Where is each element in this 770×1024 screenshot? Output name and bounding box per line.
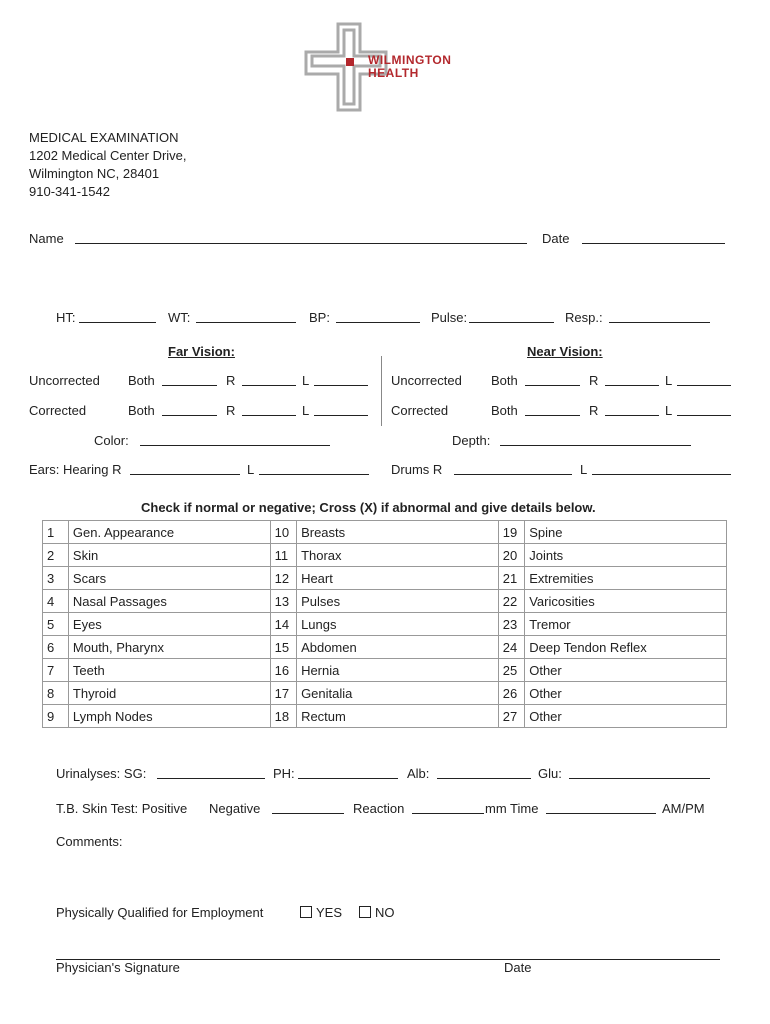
ears-hearing-label: Ears: Hearing R xyxy=(29,462,122,477)
table-row xyxy=(43,567,727,590)
item-label[interactable]: Teeth xyxy=(68,659,270,682)
near-vision-title: Near Vision: xyxy=(527,344,603,359)
table-row xyxy=(43,590,727,613)
item-number: 12 xyxy=(270,567,296,590)
signature-line[interactable] xyxy=(56,946,720,960)
form-title: MEDICAL EXAMINATION xyxy=(29,130,179,145)
item-label[interactable]: Pulses xyxy=(297,590,499,613)
far-vision-title: Far Vision: xyxy=(168,344,235,359)
far-unc-l-label: L xyxy=(302,373,310,388)
table-row xyxy=(43,636,727,659)
item-label[interactable]: Spine xyxy=(525,521,727,544)
glu-label: Glu: xyxy=(538,766,562,781)
item-number: 20 xyxy=(498,544,524,567)
ears-l-field[interactable] xyxy=(259,461,369,475)
far-unc-r-label: R xyxy=(226,373,236,388)
vision-divider xyxy=(381,356,382,426)
ht-label: HT: xyxy=(56,310,76,325)
drums-l-field[interactable] xyxy=(592,461,731,475)
near-unc-r-label: R xyxy=(589,373,599,388)
table-row xyxy=(43,613,727,636)
item-number: 3 xyxy=(43,567,69,590)
item-number: 6 xyxy=(43,636,69,659)
signature-date-label: Date xyxy=(504,960,532,975)
item-number: 17 xyxy=(270,682,296,705)
name-field[interactable] xyxy=(75,230,527,244)
table-row xyxy=(43,659,727,682)
exam-checklist-table xyxy=(42,520,727,728)
alb-field[interactable] xyxy=(437,765,531,779)
item-label[interactable]: Nasal Passages xyxy=(68,590,270,613)
name-label: Name xyxy=(29,231,64,246)
sg-field[interactable] xyxy=(157,765,265,779)
item-number: 27 xyxy=(498,705,524,728)
item-number: 23 xyxy=(498,613,524,636)
item-number: 2 xyxy=(43,544,69,567)
item-number: 21 xyxy=(498,567,524,590)
physician-signature-label: Physician's Signature xyxy=(56,960,180,975)
near-cor-r-label: R xyxy=(589,403,599,418)
item-label[interactable]: Varicosities xyxy=(525,590,727,613)
table-row xyxy=(43,682,727,705)
tb-positive-label: T.B. Skin Test: Positive xyxy=(56,801,188,816)
wt-label: WT: xyxy=(168,310,191,325)
near-corrected-label: Corrected xyxy=(391,403,449,418)
item-label[interactable]: Gen. Appearance xyxy=(68,521,270,544)
item-label[interactable]: Thorax xyxy=(297,544,499,567)
item-number: 24 xyxy=(498,636,524,659)
yes-label: YES xyxy=(316,905,343,920)
far-cor-both-field[interactable] xyxy=(162,402,217,416)
near-unc-both-field[interactable] xyxy=(525,372,580,386)
color-field[interactable] xyxy=(140,432,330,446)
item-number: 1 xyxy=(43,521,69,544)
item-label[interactable]: Deep Tendon Reflex xyxy=(525,636,727,659)
drums-r-field[interactable] xyxy=(454,461,572,475)
table-heading: Check if normal or negative; Cross (X) if abnormal and give details below. xyxy=(141,500,596,515)
item-number: 9 xyxy=(43,705,69,728)
urinalysis-sg-label: Urinalyses: SG: xyxy=(56,766,147,781)
item-number: 19 xyxy=(498,521,524,544)
item-label[interactable]: Heart xyxy=(297,567,499,590)
near-unc-r-field[interactable] xyxy=(605,372,659,386)
item-label[interactable]: Thyroid xyxy=(68,682,270,705)
item-label[interactable]: Rectum xyxy=(297,705,499,728)
far-uncorrected-label: Uncorrected xyxy=(29,373,100,388)
near-unc-both-label: Both xyxy=(491,373,518,388)
no-label: NO xyxy=(375,905,395,920)
item-label[interactable]: Other xyxy=(525,705,727,728)
tb-reaction-label: Reaction xyxy=(353,801,405,816)
near-cor-both-field[interactable] xyxy=(525,402,580,416)
item-number: 18 xyxy=(270,705,296,728)
depth-label: Depth: xyxy=(452,433,491,448)
bp-field[interactable] xyxy=(336,309,420,323)
item-number: 15 xyxy=(270,636,296,659)
date-field[interactable] xyxy=(582,230,725,244)
near-cor-r-field[interactable] xyxy=(605,402,659,416)
near-cor-both-label: Both xyxy=(491,403,518,418)
depth-field[interactable] xyxy=(500,432,691,446)
item-number: 7 xyxy=(43,659,69,682)
item-label[interactable]: Mouth, Pharynx xyxy=(68,636,270,659)
drums-r-label: Drums R xyxy=(391,462,443,477)
tb-time-field[interactable] xyxy=(546,800,656,814)
checkbox-icon xyxy=(300,906,312,918)
near-cor-l-label: L xyxy=(665,403,673,418)
near-unc-l-label: L xyxy=(665,373,673,388)
item-label[interactable]: Joints xyxy=(525,544,727,567)
tb-negative-field[interactable] xyxy=(272,800,344,814)
item-number: 14 xyxy=(270,613,296,636)
item-number: 8 xyxy=(43,682,69,705)
item-label[interactable]: Extremities xyxy=(525,567,727,590)
far-unc-r-field[interactable] xyxy=(242,372,296,386)
item-label[interactable]: Skin xyxy=(68,544,270,567)
item-label[interactable]: Abdomen xyxy=(297,636,499,659)
item-label[interactable]: Scars xyxy=(68,567,270,590)
far-unc-both-label: Both xyxy=(128,373,155,388)
address-street: 1202 Medical Center Drive, xyxy=(29,148,187,163)
resp-field[interactable] xyxy=(609,309,710,323)
item-label[interactable]: Breasts xyxy=(297,521,499,544)
table-row xyxy=(43,521,727,544)
item-number: 25 xyxy=(498,659,524,682)
item-label[interactable]: Genitalia xyxy=(297,682,499,705)
far-unc-l-field[interactable] xyxy=(314,372,368,386)
wt-field[interactable] xyxy=(196,309,296,323)
item-number: 4 xyxy=(43,590,69,613)
item-number: 10 xyxy=(270,521,296,544)
far-cor-both-label: Both xyxy=(128,403,155,418)
tb-mm-time-label: mm Time xyxy=(485,801,539,816)
logo-line2: HEALTH xyxy=(368,66,419,80)
far-unc-both-field[interactable] xyxy=(162,372,217,386)
glu-field[interactable] xyxy=(569,765,710,779)
color-label: Color: xyxy=(94,433,129,448)
ph-label: PH: xyxy=(273,766,295,781)
far-cor-r-field[interactable] xyxy=(242,402,296,416)
far-cor-l-label: L xyxy=(302,403,310,418)
item-number: 22 xyxy=(498,590,524,613)
item-number: 26 xyxy=(498,682,524,705)
far-cor-r-label: R xyxy=(226,403,236,418)
pulse-label: Pulse: xyxy=(431,310,468,325)
item-label[interactable]: Tremor xyxy=(525,613,727,636)
no-checkbox[interactable] xyxy=(359,905,395,920)
yes-checkbox[interactable] xyxy=(300,905,342,920)
item-label[interactable]: Eyes xyxy=(68,613,270,636)
comments-label: Comments: xyxy=(56,834,123,849)
near-unc-l-field[interactable] xyxy=(677,372,731,386)
alb-label: Alb: xyxy=(407,766,430,781)
item-number: 16 xyxy=(270,659,296,682)
far-cor-l-field[interactable] xyxy=(314,402,368,416)
near-uncorrected-label: Uncorrected xyxy=(391,373,462,388)
item-label[interactable]: Lungs xyxy=(297,613,499,636)
drums-l-label: L xyxy=(580,462,588,477)
item-label[interactable]: Lymph Nodes xyxy=(68,705,270,728)
ears-l-label: L xyxy=(247,462,255,477)
checkbox-icon xyxy=(359,906,371,918)
tb-negative-label: Negative xyxy=(209,801,261,816)
tb-ampm-label: AM/PM xyxy=(662,801,705,816)
table-row xyxy=(43,544,727,567)
qualified-label: Physically Qualified for Employment xyxy=(56,905,264,920)
logo-line1: WILMINGTON xyxy=(368,53,452,67)
bp-label: BP: xyxy=(309,310,330,325)
address-city: Wilmington NC, 28401 xyxy=(29,166,160,181)
date-label: Date xyxy=(542,231,570,246)
item-label[interactable]: Other xyxy=(525,659,727,682)
logo xyxy=(300,20,480,115)
item-label[interactable]: Other xyxy=(525,682,727,705)
table-row xyxy=(43,705,727,728)
item-number: 13 xyxy=(270,590,296,613)
ht-field[interactable] xyxy=(79,309,156,323)
resp-label: Resp.: xyxy=(565,310,603,325)
item-number: 5 xyxy=(43,613,69,636)
ph-field[interactable] xyxy=(298,765,398,779)
near-cor-l-field[interactable] xyxy=(677,402,731,416)
pulse-field[interactable] xyxy=(469,309,554,323)
ears-r-field[interactable] xyxy=(130,461,240,475)
address-phone: 910-341-1542 xyxy=(29,184,110,199)
tb-reaction-field[interactable] xyxy=(412,800,484,814)
far-corrected-label: Corrected xyxy=(29,403,87,418)
item-label[interactable]: Hernia xyxy=(297,659,499,682)
item-number: 11 xyxy=(270,544,296,567)
